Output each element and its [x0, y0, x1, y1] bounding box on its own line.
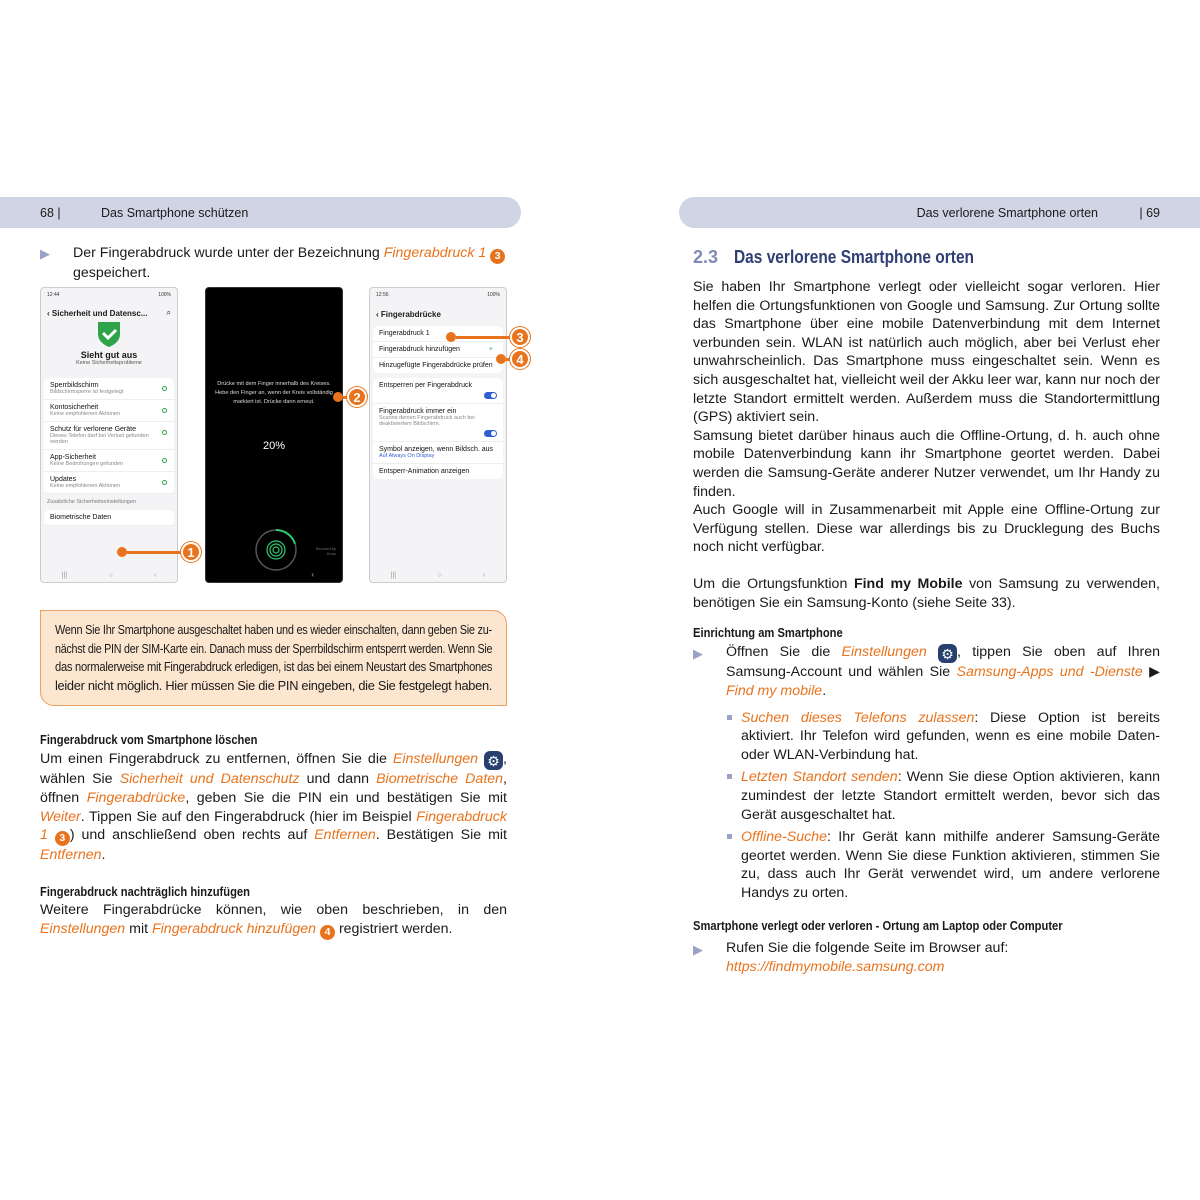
info-line: das normalerweise mit Fingerabdruck erledigen, ist das bei einem Neustart des Smartphones	[55, 659, 493, 674]
ui-term: Samsung-Apps und -Dienste	[956, 664, 1143, 681]
nav-bar: ||| ○ ‹	[61, 572, 157, 579]
chapter-title: Das Smartphone schützen	[101, 205, 249, 220]
item-title: Sperrbildschirm	[50, 382, 99, 389]
status-subtitle: Keine Sicherheitsprobleme	[76, 360, 142, 366]
nav-bar: ||| ○ ‹	[390, 572, 486, 579]
running-header-right	[679, 197, 1200, 228]
subheading-delete: Fingerabdruck vom Smartphone löschen	[40, 732, 258, 747]
text-segment: , tippen Sie oben auf Ihren Samsung-Account und wählen Sie	[726, 643, 1160, 681]
info-line: Wenn Sie Ihr Smartphone ausgeschaltet haben und es wieder einschalten, dann geben Sie zu-	[55, 622, 492, 637]
text-segment: ▶	[1142, 664, 1160, 681]
callout-number: 3	[490, 249, 505, 264]
phone-screenshot-fingerprint-scan	[205, 287, 343, 583]
phone-screenshot-security	[40, 287, 178, 583]
ui-term: Fingerabdruck 1	[383, 245, 487, 261]
ui-term: Entfernen	[40, 846, 102, 863]
ok-status-icon	[162, 458, 167, 463]
item-subtitle: Keine Bedrohungen gefunden	[50, 461, 124, 467]
text-segment: Um die Ortungsfunktion	[693, 575, 854, 592]
text-segment: ) und anschließend oben rechts auf	[69, 827, 315, 844]
item-subtitle: Keine empfohlenen Aktionen	[50, 483, 121, 489]
text-segment: und dann	[299, 771, 377, 788]
ui-term: Suchen dieses Telefons zulassen	[741, 709, 975, 726]
show-icon-sub: Auf Always On Display	[379, 453, 435, 459]
always-on-item: Fingerabdruck immer ein	[379, 408, 457, 415]
security-list	[44, 378, 174, 494]
paragraph: Samsung bietet darüber hinaus auch die Offline-Ortung, d. h. auch ohne mobile Datenverbindung kann ihr Smartphone geortet werden. Dabei werden die Samsung-Geräte anderer Nutzer verwendet, um Ihr Handy zu finden.	[693, 427, 1160, 500]
callout-4: 4	[496, 349, 530, 369]
findmymobile-link[interactable]: https://findmymobile.samsung.com	[726, 958, 945, 975]
section-title: Das verlorene Smartphone orten	[734, 247, 975, 267]
ui-term: Einstellungen	[392, 750, 479, 767]
settings-gear-icon: ⚙	[484, 751, 503, 770]
option-item	[693, 768, 1160, 824]
item-subtitle: Dieses Telefon darf bei Verlust gefunden werden	[50, 433, 149, 445]
unlock-animation-item[interactable]: Entsperr-Animation anzeigen	[379, 468, 470, 475]
shield-check-icon	[96, 320, 122, 348]
bold-term: Find my Mobile	[853, 575, 963, 592]
knox-label: Secured by Knox	[315, 546, 336, 556]
show-icon-item[interactable]: Symbol anzeigen, wenn Bildsch. aus	[379, 446, 494, 453]
callout-2: 2	[333, 387, 367, 407]
option-item	[693, 828, 1160, 902]
always-on-sub: Scanne deinen Fingerabdruck auch bei deaktiviertem Bildschirm.	[379, 415, 475, 427]
page-number: | 69	[1139, 205, 1160, 220]
text-segment: .	[822, 683, 827, 700]
paragraph: Sie haben Ihr Smartphone verlegt oder vielleicht sogar verloren. Hier helfen die Ortungsfunktionen von Google und Samsung. Zur Ortung sollte das Smartphone über eine mobile Datenverbindung mit dem Internet verbunden sein. WLAN ist natürlich auch möglich, aber bei Verlust eher unwahrscheinlich. Das Smartphone muss eingeschaltet sein. Wenn es sich ausgeschaltet hat, vielleicht weil der Akku leer war, kann nur noch der letzte Standort ermittelt werden. Außerdem muss die Standortermittlung (GPS) aktiviert sein.	[693, 279, 1160, 426]
ui-term: Sicherheit und Datenschutz	[119, 771, 300, 788]
text-segment: registriert werden.	[335, 920, 453, 937]
text-segment: , öffnen	[40, 771, 507, 806]
subheading-add: Fingerabdruck nachträglich hinzufügen	[40, 883, 250, 899]
security-item[interactable]	[44, 400, 174, 422]
text-segment: gespeichert.	[73, 264, 151, 281]
ui-term: Biometrische Daten	[376, 771, 504, 788]
security-item[interactable]	[44, 378, 174, 400]
back-icon[interactable]: ‹	[376, 310, 381, 319]
text-segment: : Wenn Sie diese Option aktivieren, kann zumindest der letzte Standort ermittelt werden, bevor sich das Gerät ausgeschaltet hat.	[741, 769, 1160, 823]
item-title: Schutz für verlorene Geräte	[50, 426, 136, 433]
text-segment	[927, 644, 938, 660]
option-item	[693, 709, 1160, 765]
section-heading	[693, 248, 1160, 267]
fingerprint-1-item[interactable]: Fingerabdruck 1	[379, 330, 430, 337]
ok-status-icon	[162, 408, 167, 413]
plus-icon[interactable]: +	[488, 346, 493, 353]
page-number: 68 |	[40, 205, 61, 220]
security-item[interactable]	[44, 422, 174, 450]
security-item[interactable]	[44, 472, 174, 494]
text-segment: Öffnen Sie die	[726, 643, 842, 660]
add-fingerprint-item[interactable]: Fingerabdruck hinzufügen	[379, 346, 460, 353]
ui-term: Fingerabdrücke	[86, 789, 186, 806]
text-segment: : Ihr Gerät kann mithilfe anderer Samsung-Geräte geortet werden. Wenn Sie diese Funktion aktivieren, stimmen Sie zu, dass auch Ihr Gerät verwendet wird, um andere verlorene Handys zu orten.	[741, 829, 1160, 902]
text-segment: .	[101, 846, 106, 863]
paragraph: Auch Google will in Zusammenarbeit mit Apple eine Offline-Ortung zur Verfügung stellen. Diese war allerdings bis zu Drucklegung des Buchs noch nicht verfügbar.	[693, 502, 1160, 556]
ok-status-icon	[162, 386, 167, 391]
status-battery: 100%	[487, 292, 500, 298]
info-line: leider nicht möglich. Hier müssen Sie die PIN eingeben, die Sie festgelegt haben.	[55, 677, 493, 693]
screen-title: Sicherheit und Datensc...	[51, 308, 148, 318]
text-segment: , geben Sie die PIN ein und bestätigen Sie mit	[185, 789, 507, 806]
section-number: 2.3	[693, 247, 719, 267]
item-subtitle: Bildschirmsperre ist festgelegt	[50, 389, 124, 395]
ui-term: Find my mobile	[726, 683, 823, 700]
step-arrow-icon: ▶	[40, 246, 50, 261]
item-subtitle: Keine empfohlenen Aktionen	[50, 411, 121, 417]
security-item[interactable]	[44, 450, 174, 472]
step-text	[73, 244, 507, 282]
always-on-toggle[interactable]	[484, 430, 497, 437]
text-segment: Der Fingerabdruck wurde unter der Bezeichnung	[73, 245, 384, 261]
fingerprint-icon[interactable]	[254, 528, 298, 572]
info-line: nächst die PIN der SIM-Karte ein. Danach muss der Sperrbildschirm entsperrt werden. Wenn Sie	[55, 640, 493, 656]
status-title: Sieht gut aus	[80, 350, 138, 360]
text-segment: . Bestätigen Sie mit	[375, 827, 507, 844]
paragraph	[693, 575, 1160, 612]
text-segment: . Tippen Sie auf den Fingerabdruck (hier im Beispiel	[80, 808, 417, 825]
ui-term: Offline-Suche	[741, 829, 827, 846]
ui-term: Letzten Standort senden	[741, 769, 898, 786]
subheading-setup: Einrichtung am Smartphone	[693, 625, 843, 641]
back-icon: ‹	[47, 308, 52, 318]
unlock-toggle[interactable]	[484, 392, 497, 399]
paragraph-add	[40, 901, 507, 939]
step-text: Rufen Sie die folgende Seite im Browser auf:	[726, 940, 1009, 957]
search-icon: ⌕	[166, 308, 171, 317]
ui-term: Einstellungen	[40, 920, 126, 937]
status-battery: 100%	[158, 292, 171, 298]
chapter-title: Das verlorene Smartphone orten	[916, 205, 1098, 220]
ui-term: Einstellungen	[841, 643, 927, 660]
ok-status-icon	[162, 430, 167, 435]
ok-status-icon	[162, 480, 167, 485]
text-segment: Weitere Fingerabdrücke können, wie oben beschrieben, in den	[40, 902, 507, 919]
callout-3: 3	[446, 327, 530, 347]
step-arrow-icon: ▶	[693, 942, 703, 958]
ui-term: Fingerabdruck 1	[40, 808, 507, 844]
ui-term: Weiter	[40, 808, 81, 825]
callout-1: 1	[117, 542, 201, 562]
running-header-left	[0, 197, 521, 228]
item-title: Kontosicherheit	[50, 404, 99, 411]
scan-progress: 20%	[262, 440, 286, 452]
option-list	[693, 709, 1160, 903]
screen-title: Fingerabdrücke	[380, 310, 441, 319]
status-time: 12:44	[47, 292, 60, 298]
paragraph-delete	[40, 750, 507, 865]
settings-gear-icon: ⚙	[938, 644, 957, 663]
text-segment	[48, 827, 55, 843]
biometric-data-item[interactable]: Biometrische Daten	[50, 514, 112, 521]
callout-number: 4	[320, 925, 335, 940]
step-text	[726, 643, 1160, 701]
back-icon[interactable]: ‹	[311, 570, 314, 579]
scan-instruction: Drücke mit dem Finger innerhalb des Kreises. Hebe den Finger an, wenn der Kreis vollständig markiert ist. Drücke dann erneut.	[215, 381, 333, 405]
section-label: Zusätzliche Sicherheitseinstellungen	[47, 499, 136, 505]
text-segment: : Diese Option ist bereits aktiviert. Ihr Telefon wird gefunden, wenn es eine mobile Daten- oder WLAN-Verbindung hat.	[741, 709, 1160, 763]
ui-term: Fingerabdruck hinzufügen	[151, 920, 317, 937]
text-segment: Um einen Fingerabdruck zu entfernen, öffnen Sie die	[40, 750, 393, 767]
text-segment: von Samsung zu verwenden, benötigen Sie ein Samsung-Konto (siehe Seite 33).	[693, 575, 1161, 611]
step-arrow-icon: ▶	[693, 645, 703, 661]
subheading-laptop: Smartphone verlegt oder verloren - Ortung am Laptop oder Computer	[693, 917, 1063, 933]
check-fingerprints-item[interactable]: Hinzugefügte Fingerabdrücke prüfen	[379, 362, 493, 369]
text-segment: mit	[125, 920, 152, 937]
item-title: App-Sicherheit	[50, 454, 96, 461]
item-title: Updates	[50, 476, 77, 483]
info-box	[40, 610, 507, 706]
callout-number: 3	[55, 831, 70, 846]
text-segment: , wählen Sie	[40, 750, 507, 788]
ui-term: Entfernen	[314, 827, 376, 844]
status-time: 12:56	[376, 292, 389, 298]
unlock-fingerprint-item: Entsperren per Fingerabdruck	[379, 382, 472, 389]
